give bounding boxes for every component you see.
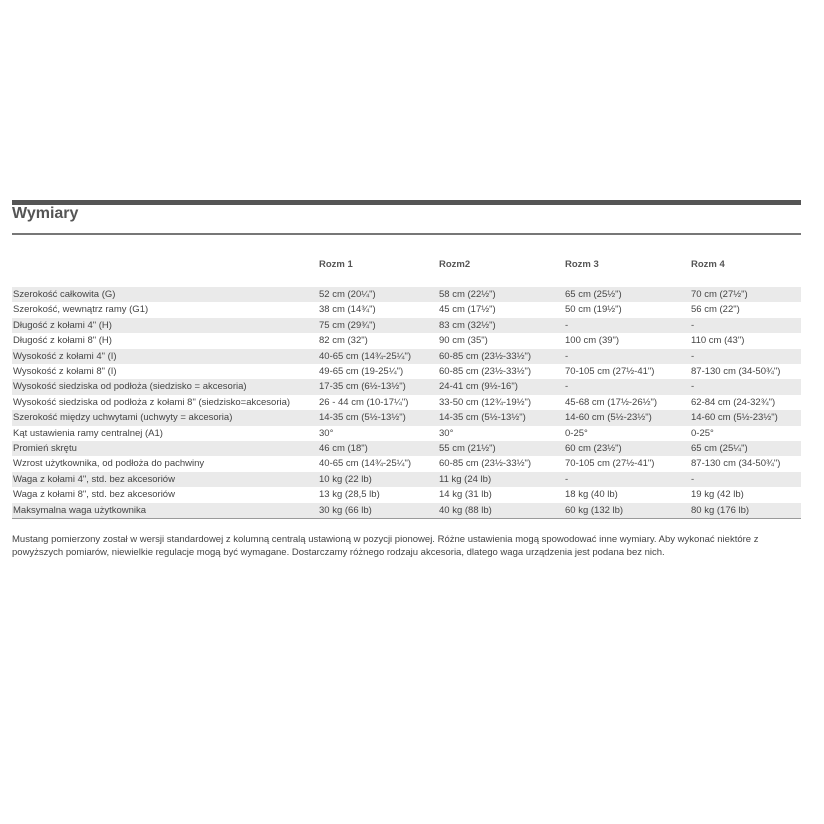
table-header-row [12,256,801,272]
row-label: Wysokość z kołami 8" (I) [12,364,319,379]
header-size-2: Rozm2 [439,258,471,270]
cell-size-4: - [691,349,801,364]
cell-size-1: 49-65 cm (19-25¼") [319,364,439,379]
cell-size-2: 11 kg (24 lb) [439,472,565,487]
header-size-1: Rozm 1 [319,258,353,270]
cell-size-4: 70 cm (27½") [691,287,801,302]
row-label: Szerokość między uchwytami (uchwyty = akcesoria) [12,410,319,425]
table-row [12,349,801,364]
cell-size-2: 83 cm (32½") [439,318,565,333]
cell-size-2: 24-41 cm (9½-16") [439,379,565,394]
cell-size-3: 50 cm (19½") [565,302,691,317]
cell-size-3: 70-105 cm (27½-41") [565,364,691,379]
cell-size-3: 65 cm (25½") [565,287,691,302]
cell-size-2: 40 kg (88 lb) [439,503,565,519]
cell-size-3: 18 kg (40 lb) [565,487,691,502]
cell-size-2: 14 kg (31 lb) [439,487,565,502]
cell-size-3: 45-68 cm (17½-26½") [565,395,691,410]
table-row [12,441,801,456]
table-row [12,472,801,487]
cell-size-1: 52 cm (20¼") [319,287,439,302]
cell-size-2: 55 cm (21½") [439,441,565,456]
cell-size-2: 45 cm (17½") [439,302,565,317]
cell-size-3: 14-60 cm (5½-23½") [565,410,691,425]
cell-size-1: 13 kg (28,5 lb) [319,487,439,502]
row-label: Waga z kołami 8", std. bez akcesoriów [12,487,319,502]
top-divider-bar [12,200,801,205]
cell-size-4: - [691,318,801,333]
table-row [12,379,801,394]
cell-size-1: 10 kg (22 lb) [319,472,439,487]
table-row [12,456,801,471]
cell-size-4: 110 cm (43") [691,333,801,348]
cell-size-2: 58 cm (22½") [439,287,565,302]
cell-size-4: 62-84 cm (24-32¾") [691,395,801,410]
cell-size-2: 30° [439,426,565,441]
cell-size-1: 40-65 cm (14¾-25¼") [319,456,439,471]
row-label: Waga z kołami 4", std. bez akcesoriów [12,472,319,487]
table-row [12,302,801,317]
cell-size-4: 87-130 cm (34-50¾") [691,364,801,379]
section-title: Wymiary [12,205,79,222]
header-size-4: Rozm 4 [691,258,725,270]
footnote: Mustang pomierzony został w wersji standardowej z kolumną centralą ustawioną w pozycji pionowej. Różne ustawienia mogą spowodować inne wymiary. Aby wykonać niektóre z powyższych pomiarów, niewielkie regulacje mogą być wymagane. Dostarczamy różnego rodzaju akcesoria, dlatego waga urządzenia jest podana bez nich. [12,534,759,558]
table-row [12,487,801,502]
cell-size-1: 40-65 cm (14¾-25¼") [319,349,439,364]
row-label: Wysokość siedziska od podłoża (siedzisko = akcesoria) [12,379,319,394]
cell-size-2: 14-35 cm (5½-13½") [439,410,565,425]
dimensions-table [12,256,801,519]
header-size-3: Rozm 3 [565,258,599,270]
table-row [12,318,801,333]
cell-size-2: 60-85 cm (23½-33½") [439,456,565,471]
header-label-column [12,256,319,272]
table-row [12,503,801,519]
title-divider [12,233,801,235]
cell-size-2: 60-85 cm (23½-33½") [439,364,565,379]
table-row [12,426,801,441]
row-label: Promień skrętu [12,441,319,456]
row-label: Wysokość siedziska od podłoża z kołami 8" (siedzisko=akcesoria) [12,395,319,410]
row-label: Wzrost użytkownika, od podłoża do pachwiny [12,456,319,471]
cell-size-2: 90 cm (35") [439,333,565,348]
table-row [12,333,801,348]
cell-size-3: 60 cm (23½") [565,441,691,456]
row-label: Kąt ustawienia ramy centralnej (A1) [12,426,319,441]
row-label: Szerokość, wewnątrz ramy (G1) [12,302,319,317]
cell-size-1: 38 cm (14¾") [319,302,439,317]
table-row [12,364,801,379]
table-row [12,287,801,302]
table-row [12,395,801,410]
row-label: Długość z kołami 8" (H) [12,333,319,348]
cell-size-4: - [691,472,801,487]
cell-size-3: - [565,318,691,333]
cell-size-1: 14-35 cm (5½-13½") [319,410,439,425]
row-label: Szerokość całkowita (G) [12,287,319,302]
row-label: Maksymalna waga użytkownika [12,503,319,519]
cell-size-3: 100 cm (39") [565,333,691,348]
cell-size-3: 0-25° [565,426,691,441]
cell-size-2: 60-85 cm (23½-33½") [439,349,565,364]
cell-size-1: 75 cm (29¾") [319,318,439,333]
cell-size-3: - [565,349,691,364]
row-label: Wysokość z kołami 4" (I) [12,349,319,364]
cell-size-2: 33-50 cm (12¾-19½") [439,395,565,410]
cell-size-4: 0-25° [691,426,801,441]
cell-size-1: 26 - 44 cm (10-17¼") [319,395,439,410]
cell-size-4: 56 cm (22") [691,302,801,317]
cell-size-1: 46 cm (18") [319,441,439,456]
cell-size-4: 14-60 cm (5½-23½") [691,410,801,425]
cell-size-4: 80 kg (176 lb) [691,503,801,519]
cell-size-1: 82 cm (32") [319,333,439,348]
cell-size-4: 19 kg (42 lb) [691,487,801,502]
cell-size-3: - [565,472,691,487]
cell-size-4: - [691,379,801,394]
cell-size-1: 17-35 cm (6½-13½") [319,379,439,394]
cell-size-4: 65 cm (25¼") [691,441,801,456]
cell-size-3: 60 kg (132 lb) [565,503,691,519]
table-row [12,410,801,425]
cell-size-1: 30° [319,426,439,441]
cell-size-1: 30 kg (66 lb) [319,503,439,519]
cell-size-4: 87-130 cm (34-50¾") [691,456,801,471]
cell-size-3: 70-105 cm (27½-41") [565,456,691,471]
cell-size-3: - [565,379,691,394]
row-label: Długość z kołami 4" (H) [12,318,319,333]
